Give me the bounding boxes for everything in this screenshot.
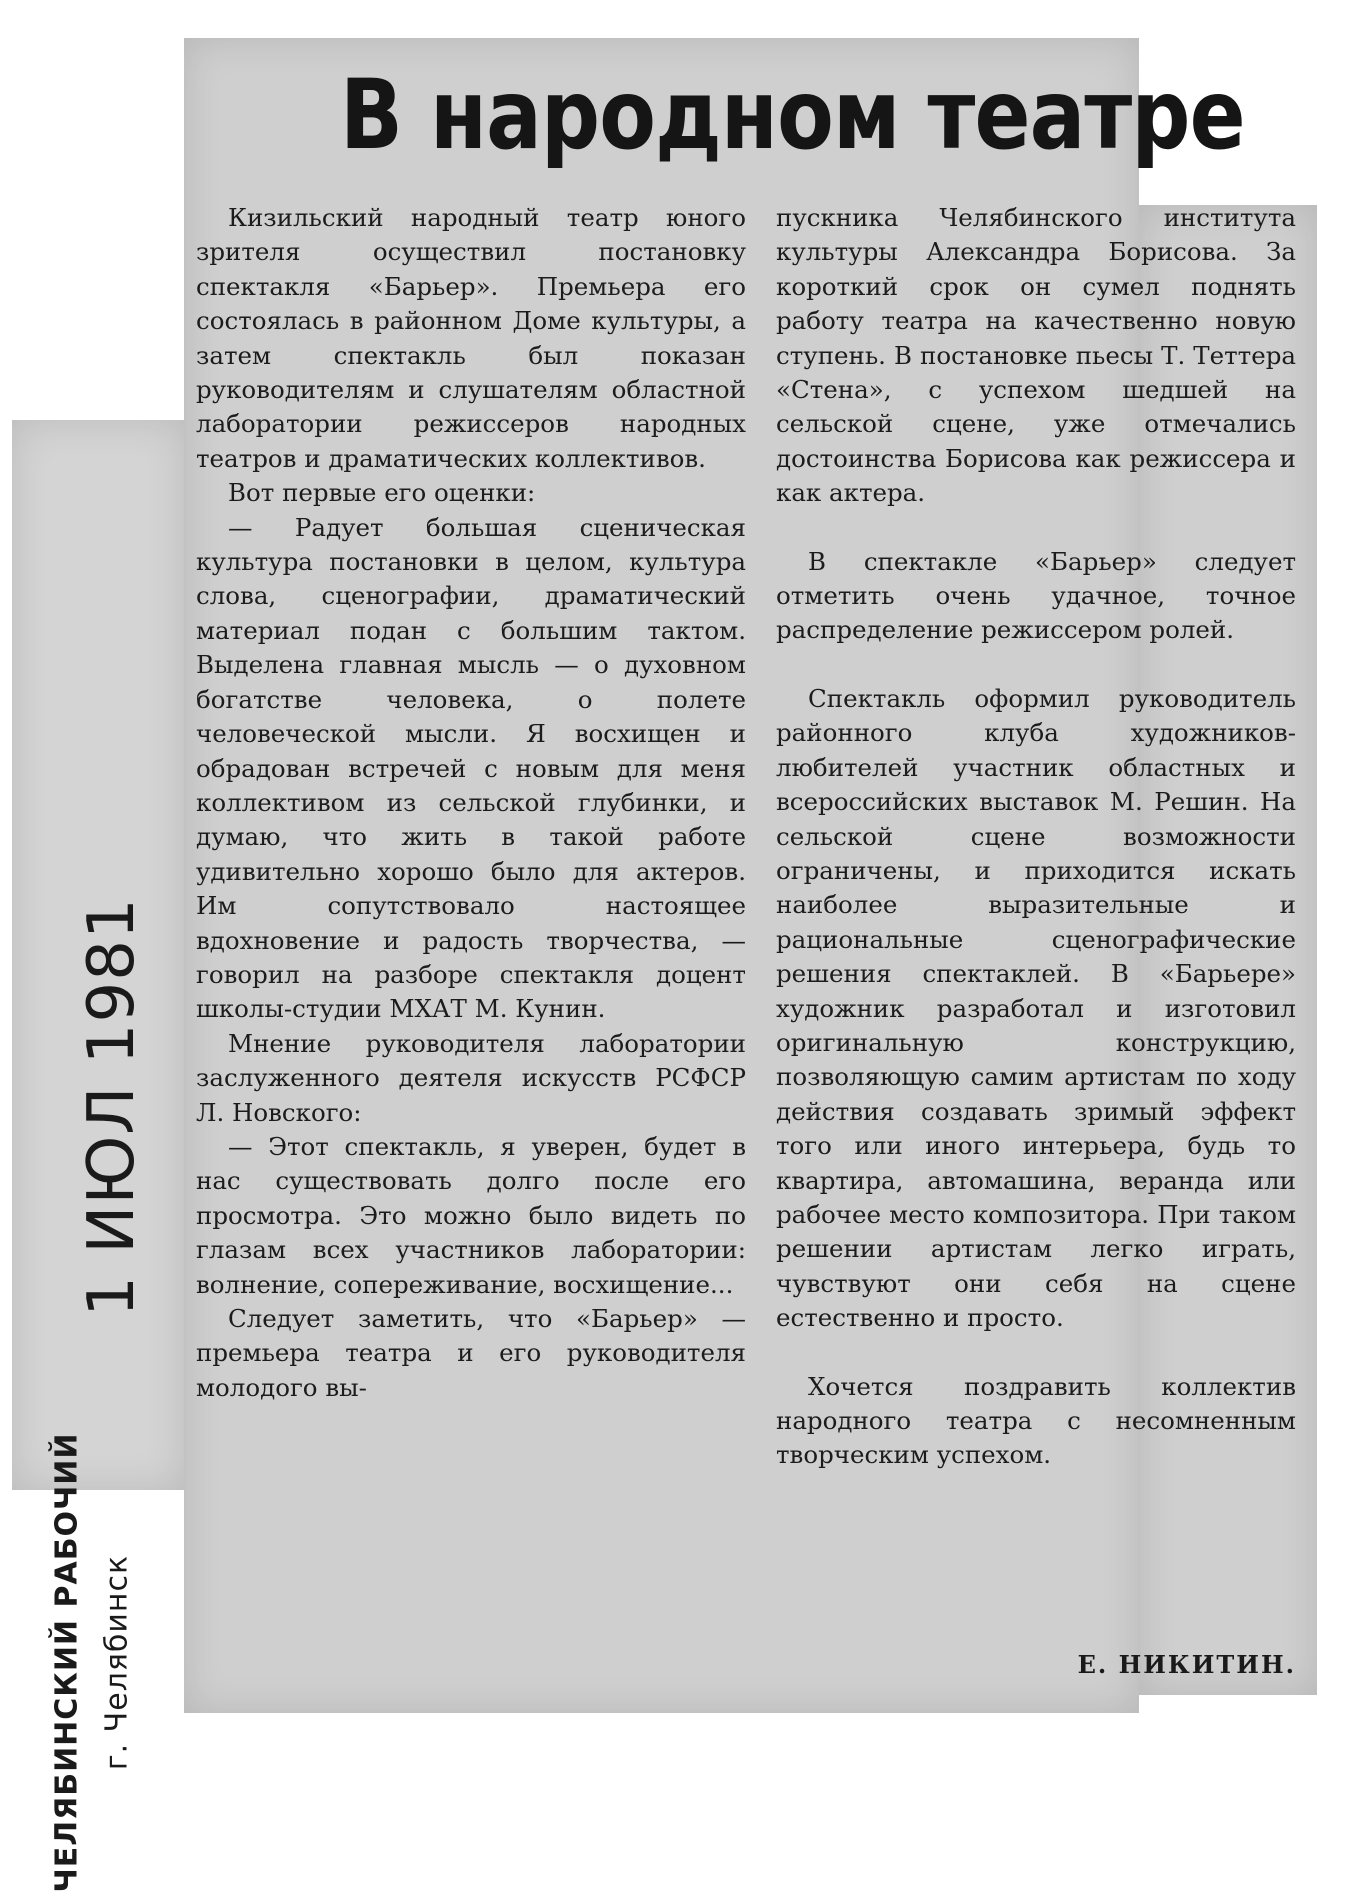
- stamp-date: 1 ИЮЛ 1981: [75, 897, 149, 1317]
- archive-stamp-strip: [12, 420, 184, 1893]
- article-paragraph-continued: пускника Челябинского института культуры Александра Борисова. За короткий срок он сумел поднять работу театра на качественно новую ступень. В постановке пьесы Т. Теттера «Стена», с успехом шедшей на сельской сцене, уже отмечались достоинства Борисова как режиссера и как актера.: [776, 203, 1296, 508]
- article-paragraph: Вот первые его оценки:: [228, 478, 536, 508]
- article-column-right: [776, 201, 1296, 1473]
- article-headline: В народном театре: [340, 59, 1245, 171]
- article-paragraph: Мнение руководителя лаборатории заслуженного деятеля искусств РСФСР Л. Новского:: [196, 1028, 746, 1127]
- article-paragraph: Спектакль оформил руководитель районного клуба художников-любителей участник областных и всероссийских выставок М. Решин. На сельской сцене возможности ограничены, и приходится искать наиболее выразительные и рациональные сценографические решения спектаклей. В «Барьере» художник разработал и изготовил оригинальную конструкцию, позволяющую самим артистам по ходу действия создавать зримый эффект того или иного интерьера, будь то квартира, автомашина, веранда или рабочее место композитора. При таком решении артистам легко играть, чувствуют они себя на сцене естественно и просто.: [776, 683, 1296, 1333]
- article-paragraph: Следует заметить, что «Барьер» — премьера театра и его руководителя молодого вы-: [196, 1304, 746, 1402]
- article-column-left: [196, 201, 746, 1405]
- article-paragraph: Хочется поздравить коллектив народного театра с несомненным творческим успехом.: [776, 1371, 1296, 1470]
- article-paragraph: В спектакле «Барьер» следует отметить очень удачное, точное распределение режиссером ролей.: [776, 546, 1296, 645]
- article-paragraph: — Радует большая сценическая культура постановки в целом, культура слова, сценографии, драматический материал подан с большим тактом. Выделена главная мысль — о духовном богатстве человека, о полете человеческой мысли. Я восхищен и обрадован встречей с новым для меня коллективом из сельской глубинки, и думаю, что жить в такой работе удивительно хорошо было для актеров. Им сопутствовало настоящее вдохновение и радость творчества, — говорил на разборе спектакля доцент школы-студии МХАТ М. Кунин.: [196, 512, 746, 1024]
- article-byline: Е. НИКИТИН.: [1077, 1650, 1296, 1679]
- article-paragraph: Кизильский народный театр юного зрителя осуществил постановку спектакля «Барьер». Премьера его состоялась в районном Доме культуры, а затем спектакль был показан руководителям и слушателям областной лаборатории режиссеров народных театров и драматических коллективов.: [196, 203, 746, 473]
- article-paragraph: — Этот спектакль, я уверен, будет в нас существовать долго после его просмотра. Это можно было видеть по глазам всех участников лаборатории: волнение, сопереживание, восхищение...: [196, 1131, 746, 1299]
- stamp-newspaper-name: ЧЕЛЯБИНСКИЙ РАБОЧИЙ: [49, 1432, 85, 1893]
- stamp-city: г. Челябинск: [99, 1554, 135, 1771]
